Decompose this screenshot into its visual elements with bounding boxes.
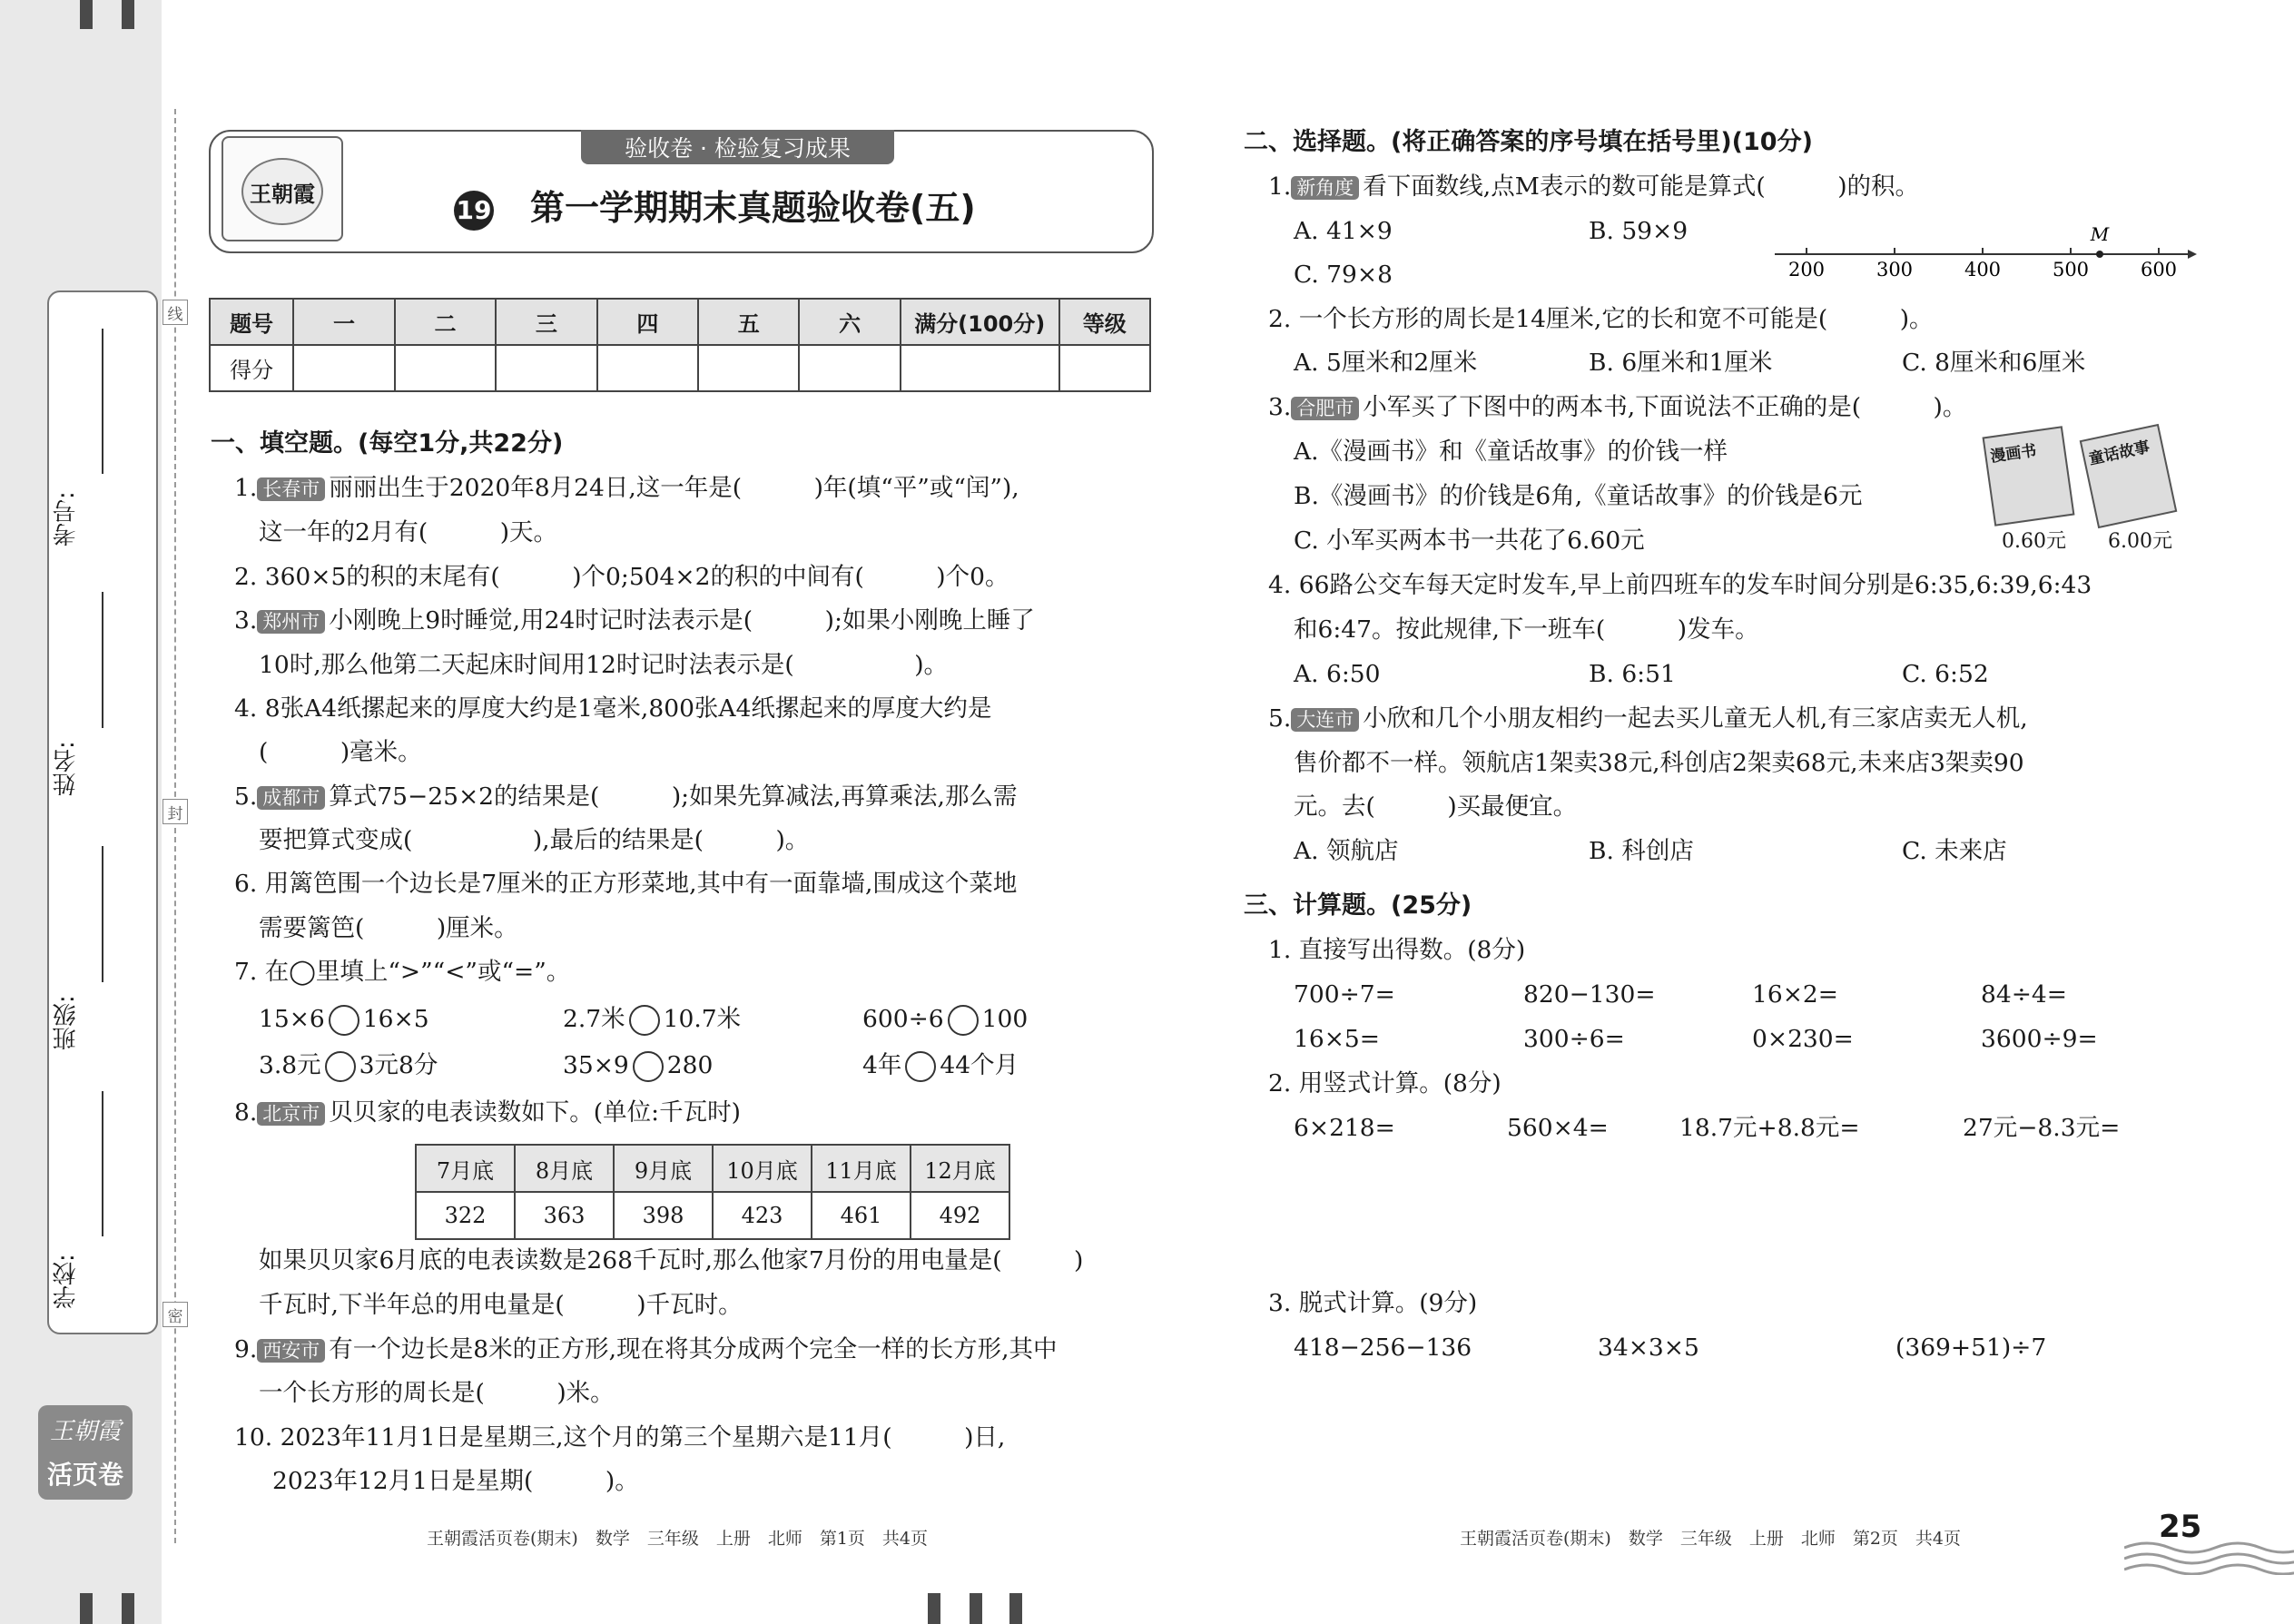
number-line — [1770, 218, 2197, 281]
option: A.《漫画书》和《童话故事》的价钱一样 — [1294, 438, 1728, 466]
score-row-label: 得分 — [210, 345, 293, 391]
option: C. 小军买两本书一共花了6.60元 — [1294, 527, 1645, 555]
tick-label: 600 — [2140, 259, 2178, 281]
test-number-badge: 19 — [454, 191, 494, 231]
binding-mark — [80, 0, 93, 29]
cut-char: 线 — [162, 300, 188, 325]
meter-header: 9月底 — [614, 1145, 713, 1192]
meter-header: 7月底 — [416, 1145, 515, 1192]
option: C. 未来店 — [1902, 837, 2007, 865]
page-footer: 王朝霞活页卷(期末) 数学 三年级 上册 北师 第1页 共4页 — [427, 1529, 929, 1549]
q10-line2: 2023年12月1日是星期( )。 — [272, 1467, 639, 1495]
compare-item: 35×9 280 — [563, 1050, 713, 1082]
q9-line2: 一个长方形的周长是( )米。 — [259, 1379, 615, 1407]
story-book-image: 童话故事 — [2080, 424, 2178, 528]
point-m-label: M — [2090, 223, 2110, 245]
school-line[interactable] — [102, 1091, 103, 1236]
score-cell[interactable] — [698, 345, 799, 391]
meter-value: 461 — [812, 1192, 911, 1239]
c1-line: 1. 新角度 看下面数线,点M表示的数可能是算式( )的积。 — [1268, 172, 1920, 201]
option: A. 5厘米和2厘米 — [1294, 349, 1478, 377]
calc-item: 3600÷9= — [1981, 1025, 2098, 1053]
meter-value: 492 — [911, 1192, 1009, 1239]
compare-circle[interactable] — [629, 1005, 660, 1036]
student-info-box — [47, 290, 158, 1334]
option: B. 59×9 — [1589, 217, 1689, 245]
q4-line: 4. 8张A4纸摞起来的厚度大约是1毫米,800张A4纸摞起来的厚度大约是 — [234, 694, 992, 723]
book-price: 6.00元 — [2108, 530, 2172, 553]
school-label: 学校: — [53, 1254, 80, 1310]
region-tag: 合肥市 — [1291, 397, 1359, 420]
meter-header: 10月底 — [713, 1145, 812, 1192]
book-price: 0.60元 — [2002, 530, 2066, 553]
q5-line: 5. 成都市 算式75−25×2的结果是( );如果先算减法,再算乘法,那么需 — [234, 782, 1018, 811]
compare-circle[interactable] — [329, 1005, 359, 1036]
score-header-cell: 三 — [496, 299, 596, 345]
q7-line: 7. 在◯里填上“>”“<”或“=”。 — [234, 958, 571, 986]
calc-item: 560×4= — [1507, 1114, 1609, 1142]
score-header-cell: 题号 — [210, 299, 293, 345]
tick-label: 300 — [1876, 259, 1914, 281]
region-tag: 大连市 — [1291, 708, 1359, 732]
exam-number-line[interactable] — [102, 329, 103, 474]
meter-value: 423 — [713, 1192, 812, 1239]
score-table — [209, 298, 1151, 392]
arrow-icon — [2188, 250, 2197, 259]
meter-table — [415, 1144, 1010, 1240]
compare-item: 600÷6 100 — [862, 1004, 1028, 1036]
brand-logo: 王朝霞 活页卷 — [38, 1405, 133, 1500]
binding-mark — [970, 1593, 982, 1624]
calc-item: 16×2= — [1752, 980, 1838, 1009]
name-line[interactable] — [102, 592, 103, 728]
option: C. 79×8 — [1294, 261, 1393, 289]
score-cell[interactable] — [395, 345, 496, 391]
score-header-cell: 四 — [597, 299, 698, 345]
binding-mark — [122, 1593, 134, 1624]
page-number: 25 — [2159, 1509, 2202, 1545]
point-m — [2096, 251, 2103, 258]
option: C. 6:52 — [1902, 660, 1989, 688]
compare-item: 3.8元 3元8分 — [259, 1050, 438, 1082]
meter-value: 363 — [515, 1192, 614, 1239]
section1-title: 一、填空题。(每空1分,共22分) — [211, 429, 564, 458]
c5-line2: 售价都不一样。领航店1架卖38元,科创店2架卖68元,未来店3架卖90 — [1294, 749, 2024, 777]
option: C. 8厘米和6厘米 — [1902, 349, 2086, 377]
q2-line: 2. 360×5的积的末尾有( )个0;504×2的积的中间有( )个0。 — [234, 563, 1009, 591]
meter-header: 8月底 — [515, 1145, 614, 1192]
c4-line2: 和6:47。按此规律,下一班车( )发车。 — [1294, 615, 1759, 644]
compare-item: 2.7米 10.7米 — [563, 1004, 741, 1036]
section3-title: 三、计算题。(25分) — [1244, 891, 1472, 920]
calc-item: 34×3×5 — [1598, 1334, 1699, 1362]
option: B.《漫画书》的价钱是6角,《童话故事》的价钱是6元 — [1294, 482, 1863, 510]
name-label: 姓名: — [53, 741, 80, 797]
calc-item: 18.7元+8.8元= — [1679, 1114, 1860, 1142]
c4-line: 4. 66路公交车每天定时发车,早上前四班车的发车时间分别是6:35,6:39,6:43 — [1268, 571, 2092, 599]
option: B. 6厘米和1厘米 — [1589, 349, 1773, 377]
q1-line2: 这一年的2月有( )天。 — [259, 518, 558, 546]
score-cell[interactable] — [1059, 345, 1150, 391]
q8-line: 8. 北京市 贝贝家的电表读数如下。(单位:千瓦时) — [234, 1098, 741, 1127]
compare-circle[interactable] — [633, 1051, 664, 1082]
score-header-cell: 六 — [799, 299, 900, 345]
cut-char: 密 — [162, 1302, 188, 1327]
score-cell[interactable] — [597, 345, 698, 391]
header-tab: 验收卷 · 检验复习成果 — [581, 130, 894, 164]
calc-item: 418−256−136 — [1294, 1334, 1472, 1362]
calc-item: 16×5= — [1294, 1025, 1380, 1053]
calc-item: (369+51)÷7 — [1895, 1334, 2047, 1362]
q3-line2: 10时,那么他第二天起床时间用12时记时法表示是( )。 — [259, 651, 949, 679]
score-cell[interactable] — [496, 345, 596, 391]
score-cell[interactable] — [901, 345, 1059, 391]
q6-line2: 需要篱笆( )厘米。 — [259, 914, 518, 942]
calc-item: 27元−8.3元= — [1963, 1114, 2121, 1142]
title-text: 第一学期期末真题验收卷(五) — [530, 188, 976, 228]
score-cell[interactable] — [799, 345, 900, 391]
class-label: 班级: — [53, 995, 80, 1051]
page-footer: 王朝霞活页卷(期末) 数学 三年级 上册 北师 第2页 共4页 — [1460, 1529, 1962, 1549]
comic-book-image: 漫画书 — [1983, 426, 2075, 526]
option: B. 6:51 — [1589, 660, 1676, 688]
region-tag: 长春市 — [257, 477, 325, 501]
section2-title: 二、选择题。(将正确答案的序号填在括号里)(10分) — [1244, 128, 1813, 156]
q1-line: 1. 长春市 丽丽出生于2020年8月24日,这一年是( )年(填“平”或“闰”), — [234, 474, 1019, 502]
cut-char: 封 — [162, 799, 188, 824]
calc-item: 84÷4= — [1981, 980, 2067, 1009]
wave-decoration — [2124, 1539, 2294, 1575]
q5-line2: 要把算式变成( ),最后的结果是( )。 — [259, 826, 810, 854]
region-tag: 西安市 — [257, 1339, 325, 1363]
score-header-cell: 等级 — [1059, 299, 1150, 345]
score-header-cell: 满分(100分) — [901, 299, 1059, 345]
class-line[interactable] — [102, 846, 103, 982]
q8-line4: 千瓦时,下半年总的用电量是( )千瓦时。 — [259, 1291, 743, 1319]
option: A. 领航店 — [1294, 837, 1399, 865]
score-header-cell: 一 — [293, 299, 394, 345]
compare-circle[interactable] — [948, 1005, 979, 1036]
score-cell[interactable] — [293, 345, 394, 391]
calc-item: 300÷6= — [1523, 1025, 1625, 1053]
binding-mark — [122, 0, 134, 29]
option: A. 6:50 — [1294, 660, 1381, 688]
score-header-cell: 五 — [698, 299, 799, 345]
meter-value: 398 — [614, 1192, 713, 1239]
calc-item: 820−130= — [1523, 980, 1656, 1009]
publisher-logo: 王朝霞 — [222, 136, 343, 241]
meter-header: 11月底 — [812, 1145, 911, 1192]
k1-line: 1. 直接写出得数。(8分) — [1268, 936, 1526, 964]
calc-item: 700÷7= — [1294, 980, 1395, 1009]
region-tag: 北京市 — [257, 1102, 325, 1126]
region-tag: 郑州市 — [257, 610, 325, 634]
binding-mark — [80, 1593, 93, 1624]
compare-item: 15×6 16×5 — [259, 1004, 429, 1036]
meter-header: 12月底 — [911, 1145, 1009, 1192]
q3-line: 3. 郑州市 小刚晚上9时睡觉,用24时记时法表示是( );如果小刚晚上睡了 — [234, 606, 1035, 635]
q9-line: 9. 西安市 有一个边长是8米的正方形,现在将其分成两个完全一样的长方形,其中 — [234, 1335, 1058, 1363]
tick-label: 400 — [1964, 259, 2002, 281]
k3-line: 3. 脱式计算。(9分) — [1268, 1289, 1478, 1317]
meter-value: 322 — [416, 1192, 515, 1239]
compare-circle[interactable] — [905, 1051, 936, 1082]
q10-line: 10. 2023年11月1日是星期三,这个月的第三个星期六是11月( )日, — [234, 1423, 1006, 1452]
compare-circle[interactable] — [325, 1051, 356, 1082]
q4-line2: ( )毫米。 — [259, 738, 422, 766]
region-tag: 成都市 — [257, 786, 325, 810]
exam-number-label: 考号: — [53, 491, 80, 547]
score-header-cell: 二 — [395, 299, 496, 345]
c5-line3: 元。去( )买最便宜。 — [1294, 792, 1578, 821]
c5-line: 5. 大连市 小欣和几个小朋友相约一起去买儿童无人机,有三家店卖无人机, — [1268, 704, 2028, 733]
q8-line3: 如果贝贝家6月底的电表读数是268千瓦时,那么他家7月份的用电量是( ) — [259, 1246, 1084, 1275]
c2-line: 2. 一个长方形的周长是14厘米,它的长和宽不可能是( )。 — [1268, 305, 1934, 333]
k2-line: 2. 用竖式计算。(8分) — [1268, 1069, 1501, 1097]
compare-item: 4年 44个月 — [862, 1050, 1019, 1082]
c3-line: 3. 合肥市 小军买了下图中的两本书,下面说法不正确的是( )。 — [1268, 393, 1967, 421]
option: A. 41×9 — [1294, 217, 1393, 245]
binding-mark — [1009, 1593, 1022, 1624]
option: B. 科创店 — [1589, 837, 1694, 865]
region-tag: 新角度 — [1291, 176, 1359, 200]
calc-item: 6×218= — [1294, 1114, 1395, 1142]
q6-line: 6. 用篱笆围一个边长是7厘米的正方形菜地,其中有一面靠墙,围成这个菜地 — [234, 870, 1018, 898]
calc-item: 0×230= — [1752, 1025, 1854, 1053]
tick-label: 200 — [1787, 259, 1826, 281]
binding-mark — [928, 1593, 940, 1624]
tick-label: 500 — [2052, 259, 2090, 281]
page-title — [454, 180, 976, 231]
